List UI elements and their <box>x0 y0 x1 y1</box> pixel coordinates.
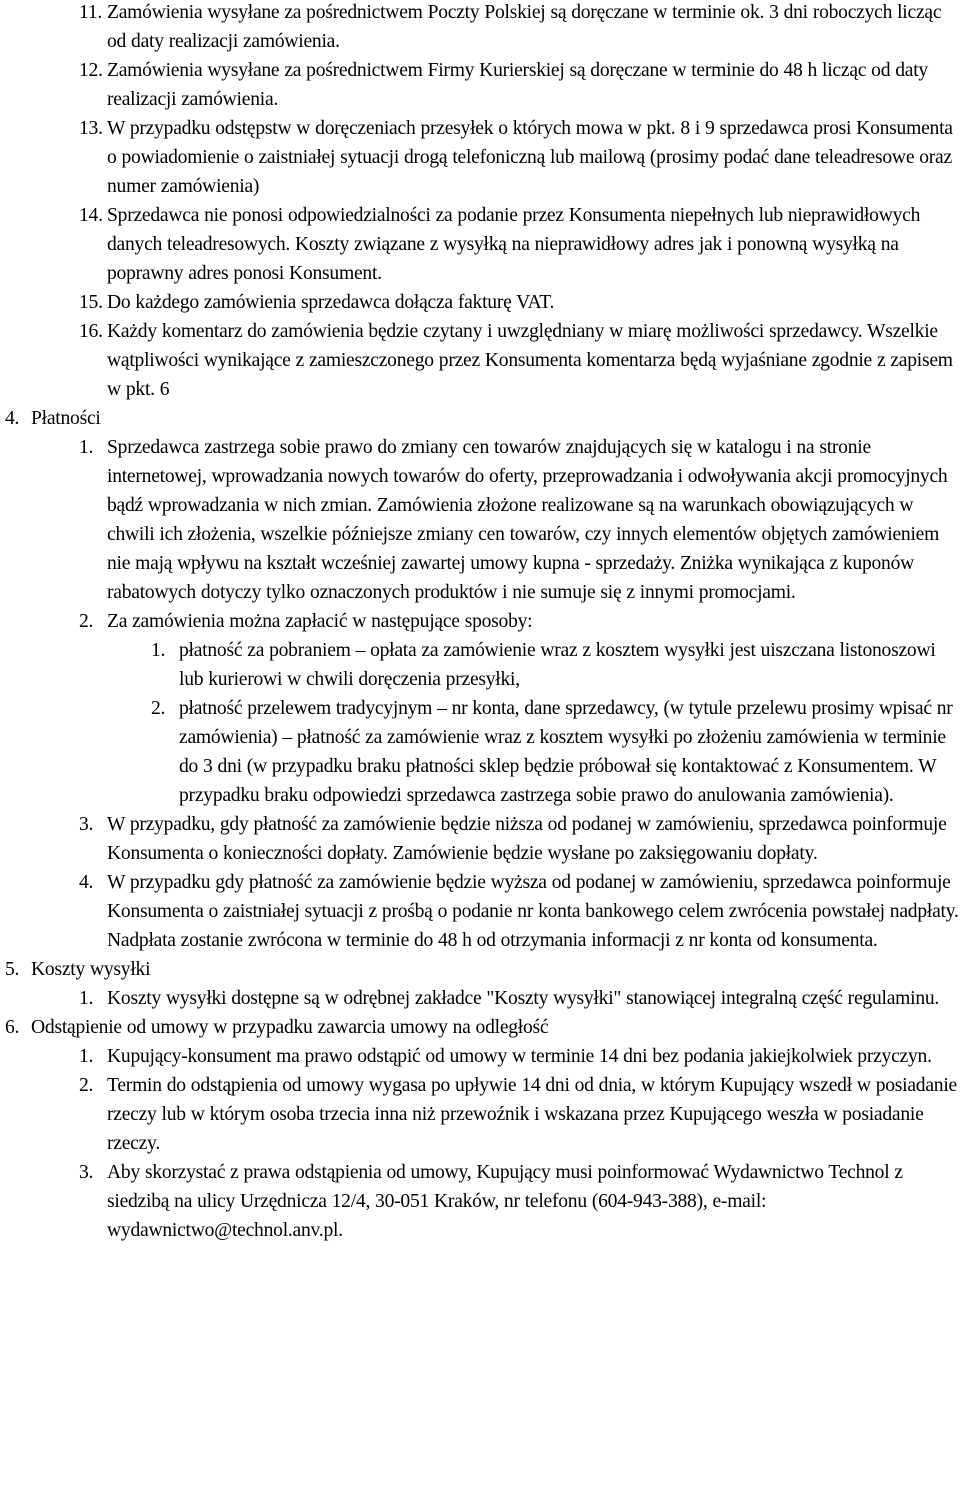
list-text: Sprzedawca nie ponosi odpowiedzialności za podanie przez Konsumenta niepełnych lub nieprawidłowych danych teleadresowych. Koszty związane z wysyłką na nieprawidłowy adres jak i ponowną wysyłką na poprawny adres ponosi Konsument. <box>107 205 921 284</box>
list-number: 14. <box>79 205 103 226</box>
list-number: 1. <box>151 640 166 661</box>
list-text: Sprzedawca zastrzega sobie prawo do zmiany cen towarów znajdujących się w katalogu i na stronie internetowej, wprowadzania nowych towarów do oferty, przeprowadzania i odwoływania akcji promocyjnych bądź wprowadzania w nich zmian. Zamówienia złożone realizowane są na warunkach obowiązujących w chwili ich złożenia, wszelkie późniejsze zmiany cen towarów, czy innych elementów objętych zamówieniem nie mają wpływu na kształt wcześniej zawartej umowy kupna - sprzedaży. Zniżka wynikająca z kuponów rabatowych dotyczy tylko oznaczonych produktów i nie sumuje się z innymi promocjami. <box>107 437 948 603</box>
list-text: Kupujący-konsument ma prawo odstąpić od umowy w terminie 14 dni bez podania jakiejkolwiek przyczyn. <box>107 1046 932 1067</box>
list-item-5-1 <box>0 984 960 1013</box>
list-item-4-4 <box>0 868 960 955</box>
list-number: 12. <box>79 60 103 81</box>
list-item-4-2-1 <box>0 636 960 694</box>
section-title: Odstąpienie od umowy w przypadku zawarcia umowy na odległość <box>31 1017 549 1038</box>
section-number: 6. <box>5 1017 20 1038</box>
list-text: Do każdego zamówienia sprzedawca dołącza fakturę VAT. <box>107 292 555 313</box>
list-number: 3. <box>79 814 94 835</box>
list-text: Aby skorzystać z prawa odstąpienia od umowy, Kupujący musi poinformować Wydawnictwo Technol z siedzibą na ulicy Urzędnicza 12/4, 30-051 Kraków, nr telefonu (604-943-388), e-mail: wydawnictwo@technol.anv.pl. <box>107 1162 903 1241</box>
list-number: 13. <box>79 118 103 139</box>
section-heading-platnosci <box>0 404 960 433</box>
list-text: W przypadku, gdy płatność za zamówienie będzie niższa od podanej w zamówieniu, sprzedawca poinformuje Konsumenta o konieczności dopłaty. Zamówienie będzie wysłane po zaksięgowaniu dopłaty. <box>107 814 947 864</box>
section-heading-odstapienie <box>0 1013 960 1042</box>
list-number: 16. <box>79 321 103 342</box>
list-item-4-2-2 <box>0 694 960 810</box>
list-number: 2. <box>79 611 94 632</box>
list-text: Za zamówienia można zapłacić w następujące sposoby: <box>107 611 533 632</box>
list-item-6-2 <box>0 1071 960 1158</box>
list-text: W przypadku gdy płatność za zamówienie będzie wyższa od podanej w zamówieniu, sprzedawca poinformuje Konsumenta o zaistniałej sytuacji z prośbą o podanie nr konta bankowego celem zwrócenia powstałej nadpłaty. Nadpłata zostanie zwrócona w terminie do 48 h od otrzymania informacji z nr konta od konsumenta. <box>107 872 959 951</box>
list-text: Koszty wysyłki dostępne są w odrębnej zakładce "Koszty wysyłki" stanowiącej integralną część regulaminu. <box>107 988 940 1009</box>
section-heading-koszty-wysylki <box>0 955 960 984</box>
list-item-3-14 <box>0 201 960 288</box>
list-number: 1. <box>79 1046 94 1067</box>
list-item-3-15 <box>0 288 960 317</box>
list-item-6-3 <box>0 1158 960 1245</box>
list-item-3-16 <box>0 317 960 404</box>
list-number: 2. <box>151 698 166 719</box>
list-text: płatność za pobraniem – opłata za zamówienie wraz z kosztem wysyłki jest uiszczana listonoszowi lub kurierowi w chwili doręczenia przesyłki, <box>179 640 936 690</box>
list-number: 4. <box>79 872 94 893</box>
list-item-4-1 <box>0 433 960 607</box>
section-number: 4. <box>5 408 20 429</box>
list-item-3-13 <box>0 114 960 201</box>
list-item-4-3 <box>0 810 960 868</box>
section-title: Płatności <box>31 408 101 429</box>
list-text: Termin do odstąpienia od umowy wygasa po upływie 14 dni od dnia, w którym Kupujący wszedł w posiadanie rzeczy lub w którym osoba trzecia inna niż przewoźnik i wskazana przez Kupującego weszła w posiadanie rzeczy. <box>107 1075 957 1154</box>
list-item-4-2 <box>0 607 960 636</box>
list-number: 1. <box>79 988 94 1009</box>
section-number: 5. <box>5 959 20 980</box>
list-number: 3. <box>79 1162 94 1183</box>
list-item-3-12 <box>0 56 960 114</box>
list-text: Zamówienia wysyłane za pośrednictwem Poczty Polskiej są doręczane w terminie ok. 3 dni roboczych licząc od daty realizacji zamówienia. <box>107 2 942 52</box>
list-item-6-1 <box>0 1042 960 1071</box>
list-text: Zamówienia wysyłane za pośrednictwem Firmy Kurierskiej są doręczane w terminie do 48 h licząc od daty realizacji zamówienia. <box>107 60 928 110</box>
list-text: W przypadku odstępstw w doręczeniach przesyłek o których mowa w pkt. 8 i 9 sprzedawca prosi Konsumenta o powiadomienie o zaistniałej sytuacji drogą telefoniczną lub mailową (prosimy podać dane teleadresowe oraz numer zamówienia) <box>107 118 953 197</box>
list-text: Każdy komentarz do zamówienia będzie czytany i uwzględniany w miarę możliwości sprzedawcy. Wszelkie wątpliwości wynikające z zamieszczonego przez Konsumenta komentarza będą wyjaśniane zgodnie z zapisem w pkt. 6 <box>107 321 953 400</box>
list-text: płatność przelewem tradycyjnym – nr konta, dane sprzedawcy, (w tytule przelewu prosimy wpisać nr zamówienia) – płatność za zamówienie wraz z kosztem wysyłki po złożeniu zamówienia w terminie do 3 dni (w przypadku braku płatności sklep będzie próbował się kontaktować z Konsumentem. W przypadku braku odpowiedzi sprzedawca zastrzega sobie prawo do anulowania zamówienia). <box>179 698 953 806</box>
section-title: Koszty wysyłki <box>31 959 151 980</box>
list-item-3-11 <box>0 0 960 56</box>
list-number: 1. <box>79 437 94 458</box>
list-number: 15. <box>79 292 103 313</box>
list-number: 2. <box>79 1075 94 1096</box>
list-number: 11. <box>79 2 103 23</box>
